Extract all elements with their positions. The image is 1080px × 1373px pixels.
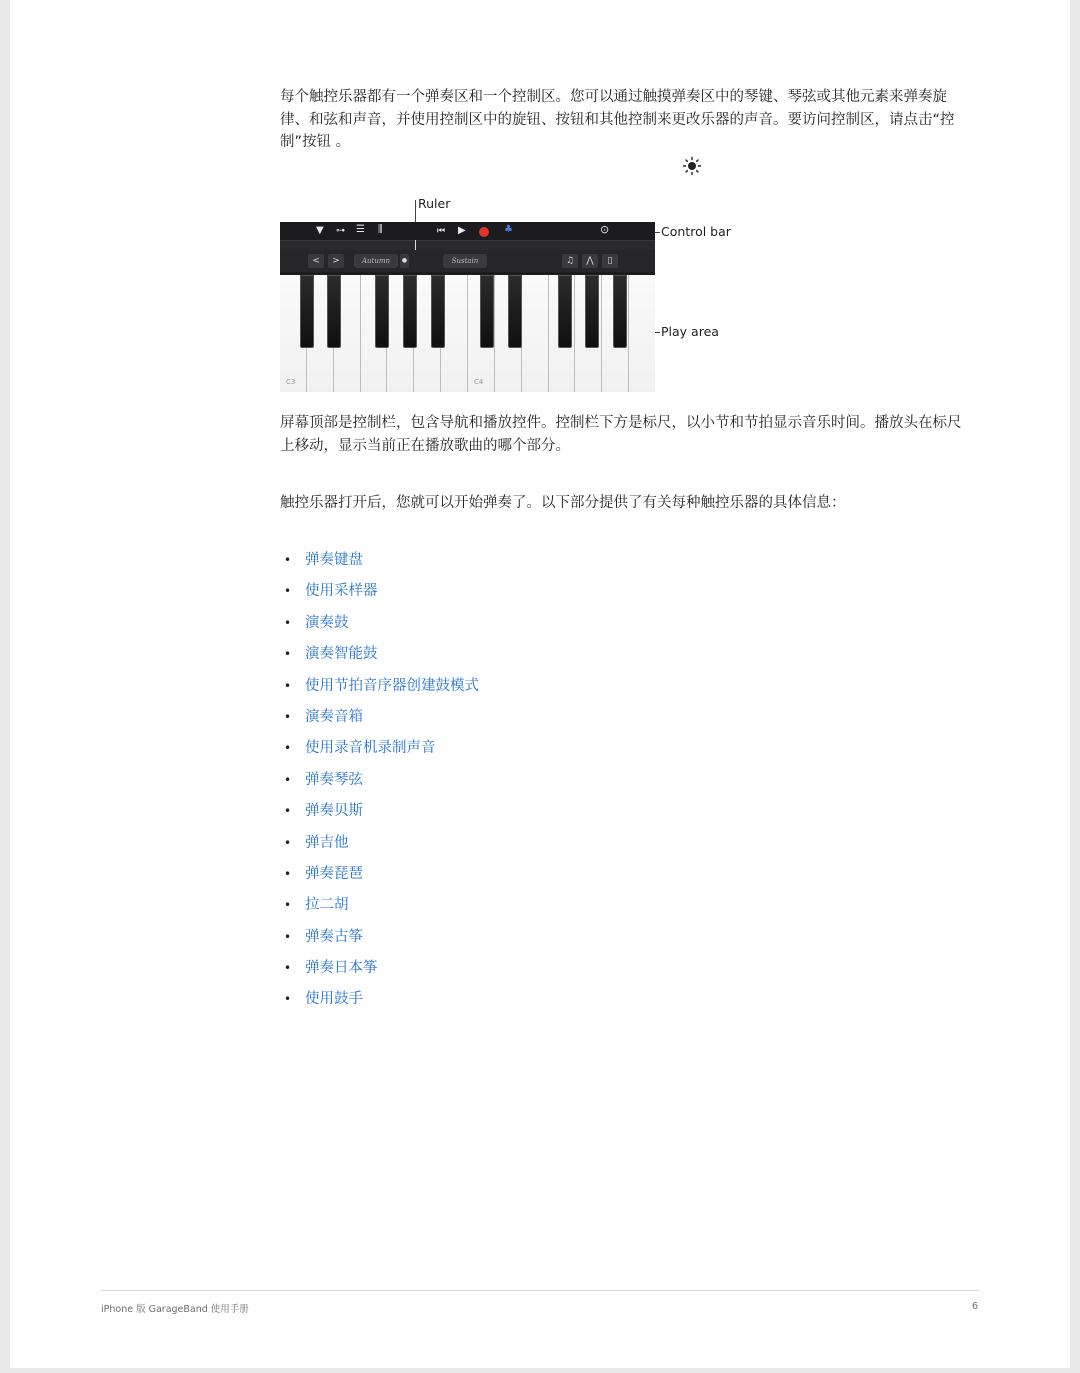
topic-link[interactable]: 弹奏琵琶 xyxy=(305,865,363,882)
bullet: • xyxy=(284,772,292,787)
topic-link[interactable]: 演奏智能鼓 xyxy=(305,646,378,663)
play-area-callout: Play area xyxy=(661,324,719,339)
description-paragraph: 屏幕顶部是控制栏，包含导航和播放控件。控制栏下方是标尺，以小节和节拍显示音乐时间。播放头在标尺上移动，显示当前正在播放歌曲的哪个部分。 xyxy=(280,415,962,454)
topic-link[interactable]: 弹吉他 xyxy=(305,834,349,851)
bullet: • xyxy=(284,553,292,567)
bullet: • xyxy=(284,709,292,724)
topic-link[interactable]: 演奏音箱 xyxy=(305,708,363,725)
record-icon xyxy=(479,227,489,237)
topic-link[interactable]: 弹奏琴弦 xyxy=(305,771,363,788)
play-icon: ▶ xyxy=(458,225,466,236)
bullet: • xyxy=(284,929,292,944)
sound-dot: ● xyxy=(400,254,409,268)
my-songs-icon: ▼ xyxy=(316,225,324,236)
glissando-icon: ⋀ xyxy=(582,254,598,268)
settings-icon: ⊙ xyxy=(600,223,610,236)
topic-link[interactable]: 使用采样器 xyxy=(305,583,378,600)
footer-page-number: 6 xyxy=(971,1301,978,1312)
go-to-beginning-icon: ⏮ xyxy=(437,226,446,236)
black-key xyxy=(403,275,417,348)
footer-divider xyxy=(101,1290,979,1291)
topic-link[interactable]: 使用节拍音序器创建鼓模式 xyxy=(305,677,479,694)
black-key xyxy=(431,275,445,348)
sound-button: Autumn xyxy=(354,254,398,268)
bullet: • xyxy=(284,678,292,693)
bullet: • xyxy=(284,961,292,976)
manual-page xyxy=(10,0,1070,1368)
octave-down-button: < xyxy=(308,254,324,268)
lead-in-paragraph: 触控乐器打开后，您就可以开始弹奏了。以下部分提供了有关每种触控乐器的具体信息： xyxy=(280,495,846,511)
bullet: • xyxy=(284,898,292,913)
brightness-icon xyxy=(682,156,702,176)
notes-icon: ♫ xyxy=(562,254,578,268)
velocity-icon: ▯ xyxy=(602,254,618,268)
black-key xyxy=(613,275,627,348)
mixer-icon: ☰ xyxy=(356,224,365,235)
bullet: • xyxy=(284,741,292,756)
topic-link[interactable]: 弹奏古筝 xyxy=(305,928,363,945)
topic-link[interactable]: 弹奏贝斯 xyxy=(305,803,363,820)
black-key xyxy=(480,275,494,348)
black-key xyxy=(508,275,522,348)
bullet: • xyxy=(284,866,292,881)
bullet: • xyxy=(284,992,292,1007)
playhead xyxy=(415,240,416,250)
topic-link[interactable]: 弹奏键盘 xyxy=(305,552,363,568)
bullet: • xyxy=(284,584,292,599)
footer-book-title: iPhone 版 GarageBand 使用手册 xyxy=(101,1304,249,1315)
ruler-callout: Ruler xyxy=(418,196,451,211)
white-key xyxy=(441,275,468,392)
intro-paragraph: 每个触控乐器都有一个弹奏区和一个控制区。您可以通过触摸弹奏区中的琴键、琴弦或其他元素来弹奏旋律、和弦和声音，并使用控制区中的旋钮、按钮和其他控制来更改乐器的声音。要访问控制区，请点击“控制”按钮 。 xyxy=(280,89,955,150)
topic-link[interactable]: 使用鼓手 xyxy=(305,991,363,1008)
topic-link[interactable]: 拉二胡 xyxy=(305,897,349,914)
bullet: • xyxy=(284,804,292,819)
topic-link[interactable]: 弹奏日本筝 xyxy=(305,960,378,977)
black-key xyxy=(375,275,389,348)
black-key xyxy=(300,275,314,348)
arpeggiator-button: Sustain xyxy=(443,254,487,268)
keyboard-screenshot xyxy=(280,222,655,392)
control-bar-callout: Control bar xyxy=(661,224,731,239)
keyboard-figure xyxy=(280,192,750,397)
metronome-icon: ♣ xyxy=(504,224,513,235)
controls-icon: ⫼ xyxy=(378,224,383,235)
white-key: C4 xyxy=(468,275,495,392)
octave-up-button: > xyxy=(328,254,344,268)
white-key xyxy=(522,275,549,392)
topic-link[interactable]: 演奏鼓 xyxy=(305,614,349,631)
bullet: • xyxy=(284,835,292,850)
white-key xyxy=(629,275,655,392)
track-view-icon: ⊶ xyxy=(336,226,345,236)
black-key xyxy=(585,275,599,348)
black-key xyxy=(558,275,572,348)
bullet: • xyxy=(284,615,292,630)
topic-link[interactable]: 使用录音机录制声音 xyxy=(305,740,436,757)
white-key: C3 xyxy=(280,275,307,392)
bullet: • xyxy=(284,647,292,662)
black-key xyxy=(327,275,341,348)
